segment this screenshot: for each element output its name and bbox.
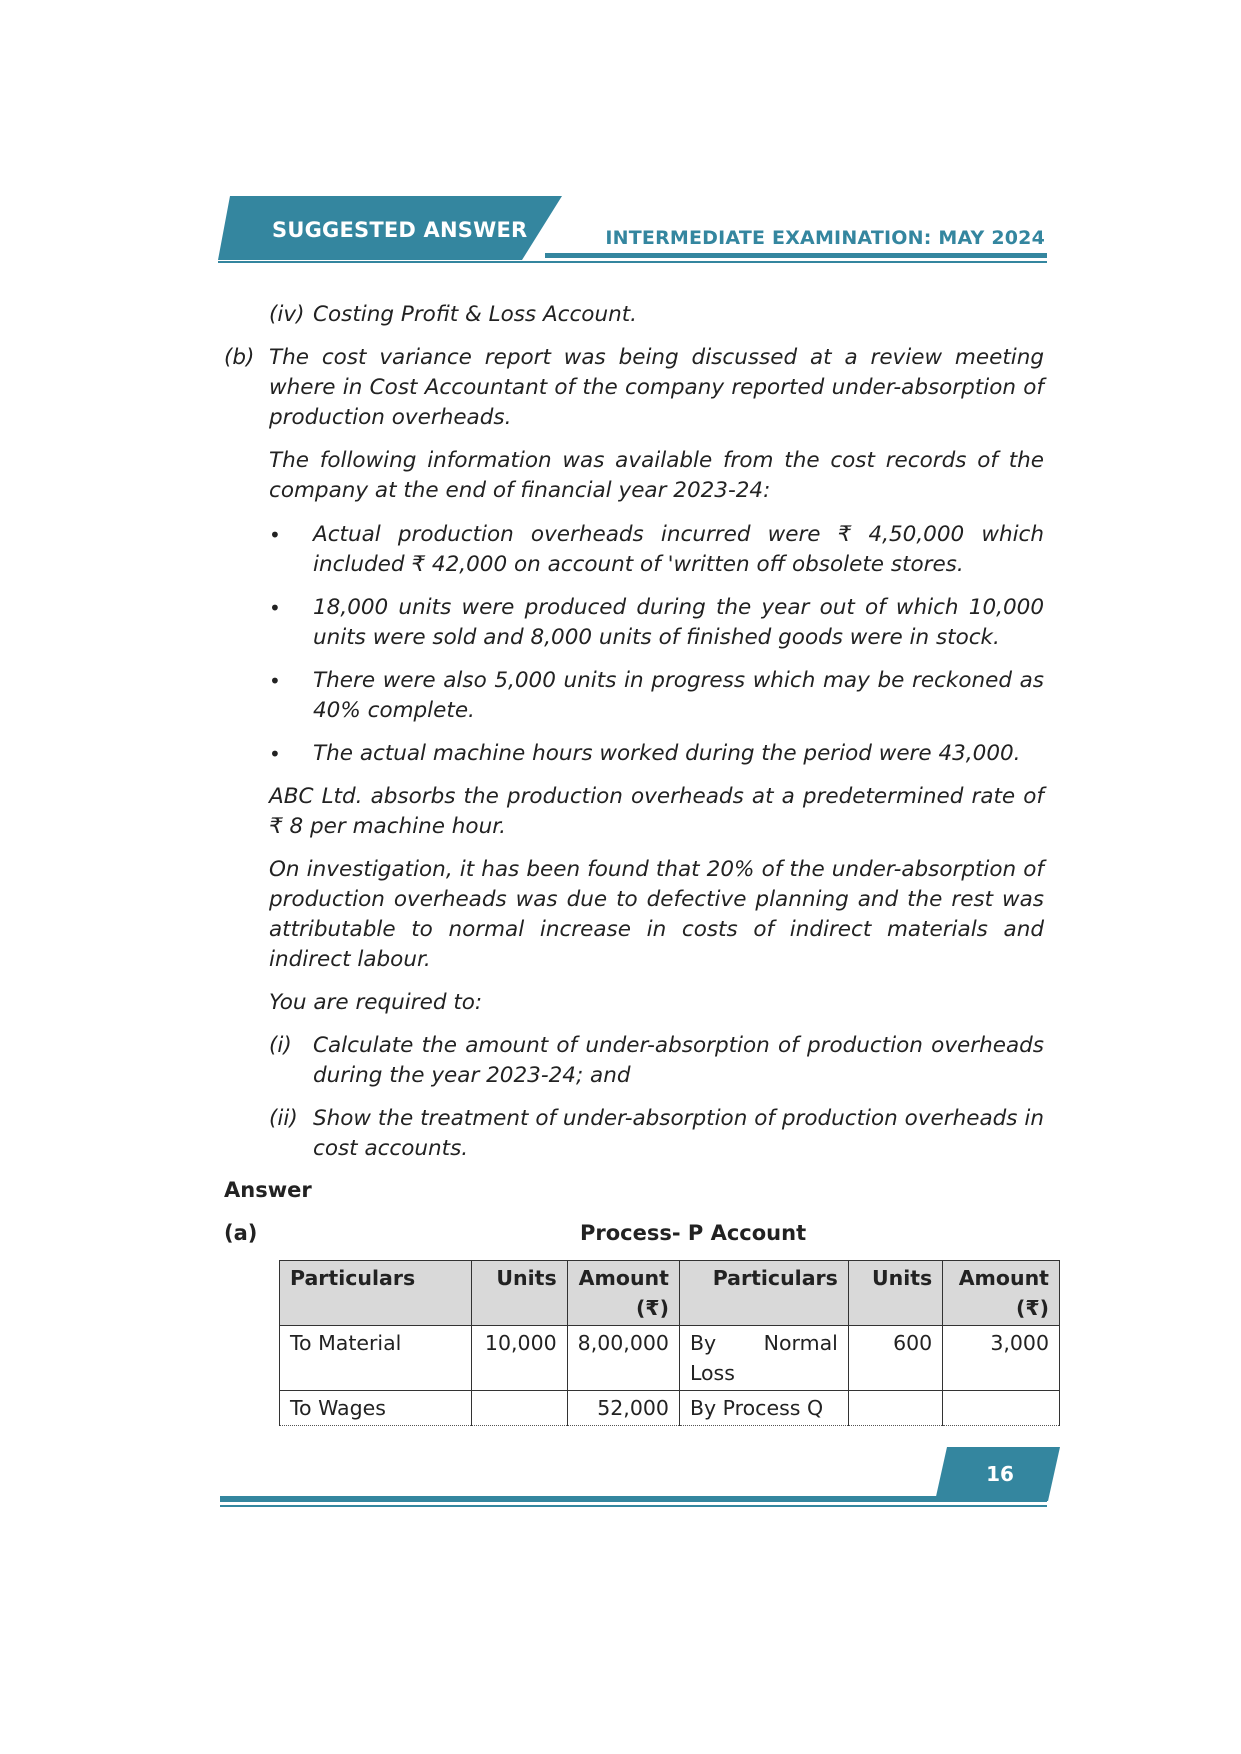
requirement-text: Calculate the amount of under-absorption of production overheads during the year 2023-24; and	[313, 1033, 1044, 1088]
page-number: 16	[986, 1462, 1014, 1486]
rate-text: ABC Ltd. absorbs the production overheads at a predetermined rate of ₹ 8 per machine hour.	[269, 784, 1044, 839]
table-cell	[943, 1391, 1060, 1426]
column-header: Amount (₹)	[943, 1261, 1060, 1326]
process-p-account-table	[279, 1260, 1060, 1426]
table-header-row	[280, 1261, 1060, 1326]
info-intro: The following information was available from the cost records of the company at the end of financial year 2023-24:	[269, 448, 1044, 503]
requirement-text: Show the treatment of under-absorption of production overheads in cost accounts.	[313, 1106, 1044, 1161]
table-row	[280, 1326, 1060, 1391]
bullet-item: There were also 5,000 units in progress which may be reckoned as 40% complete.	[313, 668, 1044, 723]
bullet-marker: •	[269, 669, 281, 693]
table-cell: 10,000	[471, 1326, 567, 1391]
item-iv-text: Costing Profit & Loss Account.	[313, 302, 637, 327]
answer-part-a-label: (a)	[224, 1221, 258, 1245]
column-header: Particulars	[280, 1261, 472, 1326]
column-header: Units	[848, 1261, 942, 1326]
bullet-marker: •	[269, 596, 281, 620]
part-b-intro: The cost variance report was being discussed at a review meeting where in Cost Accountant of the company reported under-absorption of production overheads.	[269, 345, 1044, 430]
bullet-marker: •	[269, 523, 281, 547]
item-iv-label: (iv)	[269, 302, 305, 327]
table-cell: By Normal Loss	[679, 1326, 848, 1391]
table-cell: By Process Q	[679, 1391, 848, 1426]
table-cell: 3,000	[943, 1326, 1060, 1391]
bullet-marker: •	[269, 742, 281, 766]
column-header: Amount (₹)	[567, 1261, 679, 1326]
table-row	[280, 1391, 1060, 1426]
table-cell: 52,000	[567, 1391, 679, 1426]
table-cell: 8,00,000	[567, 1326, 679, 1391]
header-rule	[545, 253, 1047, 258]
bullet-item: Actual production overheads incurred were ₹ 4,50,000 which included ₹ 42,000 on account of 'written off obsolete stores.	[313, 522, 1044, 577]
answer-heading: Answer	[224, 1178, 312, 1202]
header-tab-label: SUGGESTED ANSWER	[272, 218, 528, 242]
column-header: Particulars	[679, 1261, 848, 1326]
requirement-label: (i)	[269, 1033, 292, 1058]
footer-rule	[220, 1496, 1047, 1502]
bullet-item: The actual machine hours worked during the period were 43,000.	[313, 741, 1021, 766]
required-intro: You are required to:	[269, 990, 483, 1015]
bullet-item: 18,000 units were produced during the year out of which 10,000 units were sold and 8,000 units of finished goods were in stock.	[313, 595, 1044, 650]
investigation-text: On investigation, it has been found that 20% of the under-absorption of production overheads was due to defective planning and the rest was attributable to normal increase in costs of indirect materials and indirect labour.	[269, 857, 1044, 972]
header-rule-thin	[218, 261, 1047, 263]
table-cell: To Material	[280, 1326, 472, 1391]
table-cell	[471, 1391, 567, 1426]
footer-rule-thin	[220, 1505, 1047, 1507]
column-header: Units	[471, 1261, 567, 1326]
table-cell: To Wages	[280, 1391, 472, 1426]
table-cell: 600	[848, 1326, 942, 1391]
requirement-label: (ii)	[269, 1106, 298, 1131]
table-cell	[848, 1391, 942, 1426]
header-title: INTERMEDIATE EXAMINATION: MAY 2024	[605, 227, 1045, 249]
part-b-label: (b)	[224, 345, 255, 370]
table-title: Process- P Account	[580, 1221, 807, 1245]
